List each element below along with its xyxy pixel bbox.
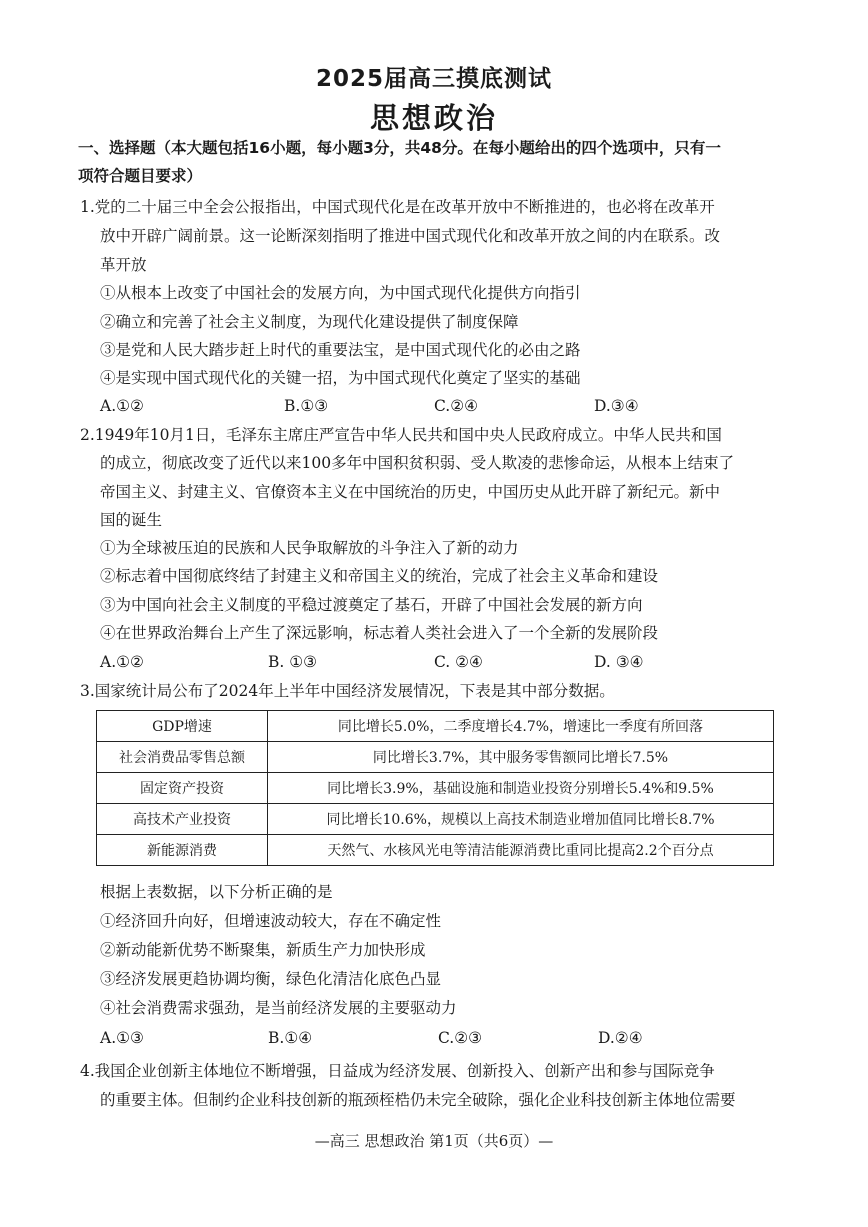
q3-option-b[interactable]: B.①④ <box>268 1029 313 1047</box>
q1-statement-3: ③是党和人民大踏步赶上时代的重要法宝，是中国式现代化的必由之路 <box>100 341 581 359</box>
q2-option-c[interactable]: C. ②④ <box>434 653 483 671</box>
table-cell-value: 同比增长10.6%，规模以上高技术制造业增加值同比增长8.7% <box>268 804 774 835</box>
section-heading-line2: 项符合题目要求） <box>78 167 203 185</box>
q3-statement-4: ④社会消费需求强劲，是当前经济发展的主要驱动力 <box>100 999 457 1017</box>
q3-prompt: 根据上表数据，以下分析正确的是 <box>100 883 333 901</box>
exam-title: 2025届高三摸底测试 <box>315 66 552 92</box>
table-row <box>97 742 774 773</box>
q2-stem-line1: 2.1949年10月1日，毛泽东主席庄严宣告中华人民共和国中央人民政府成立。中华人民共和国 <box>80 426 722 444</box>
table-cell-value: 同比增长3.9%，基础设施和制造业投资分别增长5.4%和9.5% <box>268 773 774 804</box>
q3-option-a[interactable]: A.①③ <box>100 1029 144 1047</box>
q1-option-b[interactable]: B.①③ <box>284 397 329 415</box>
q1-stem-line2: 放中开辟广阔前景。这一论断深刻指明了推进中国式现代化和改革开放之间的内在联系。改 <box>100 227 721 245</box>
q2-statement-3: ③为中国向社会主义制度的平稳过渡奠定了基石，开辟了中国社会发展的新方向 <box>100 596 643 614</box>
q3-option-c[interactable]: C.②③ <box>438 1029 483 1047</box>
q3-statement-3: ③经济发展更趋协调均衡，绿色化清洁化底色凸显 <box>100 970 442 988</box>
page-footer: —高三 思想政治 第1页（共6页）— <box>314 1132 554 1150</box>
q3-stem-line1: 3.国家统计局公布了2024年上半年中国经济发展情况，下表是其中部分数据。 <box>80 682 615 700</box>
table-row <box>97 804 774 835</box>
q2-stem-line2: 的成立，彻底改变了近代以来100多年中国积贫积弱、受人欺凌的悲惨命运，从根本上结束了 <box>100 454 735 472</box>
table-cell-indicator: 固定资产投资 <box>97 773 268 804</box>
table-cell-value: 同比增长3.7%，其中服务零售额同比增长7.5% <box>268 742 774 773</box>
economic-data-table <box>96 710 774 866</box>
q2-option-d[interactable]: D. ③④ <box>594 653 644 671</box>
q2-option-b[interactable]: B. ①③ <box>268 653 318 671</box>
q2-statement-4: ④在世界政治舞台上产生了深远影响，标志着人类社会进入了一个全新的发展阶段 <box>100 624 659 642</box>
subject-title: 思想政治 <box>369 101 498 135</box>
table-cell-indicator: 新能源消费 <box>97 835 268 866</box>
q2-stem-line4: 国的诞生 <box>100 511 163 529</box>
table-cell-value: 天然气、水核风光电等清洁能源消费比重同比提高2.2个百分点 <box>268 835 774 866</box>
table-row <box>97 773 774 804</box>
table-cell-indicator: 社会消费品零售总额 <box>97 742 268 773</box>
table-row <box>97 835 774 866</box>
q3-statement-2: ②新动能新优势不断聚集，新质生产力加快形成 <box>100 941 426 959</box>
table-cell-value: 同比增长5.0%，二季度增长4.7%，增速比一季度有所回落 <box>268 711 774 742</box>
table-cell-indicator: GDP增速 <box>97 711 268 742</box>
q4-stem-line1: 4.我国企业创新主体地位不断增强，日益成为经济发展、创新投入、创新产出和参与国际竞争 <box>80 1062 715 1080</box>
q1-option-c[interactable]: C.②④ <box>434 397 479 415</box>
q2-stem-line3: 帝国主义、封建主义、官僚资本主义在中国统治的历史，中国历史从此开辟了新纪元。新中 <box>100 483 721 501</box>
q1-option-d[interactable]: D.③④ <box>594 397 639 415</box>
q1-stem-line1: 1.党的二十届三中全会公报指出，中国式现代化是在改革开放中不断推进的，也必将在改革开 <box>80 198 715 216</box>
q2-statement-1: ①为全球被压迫的民族和人民争取解放的斗争注入了新的动力 <box>100 539 519 557</box>
q2-statement-2: ②标志着中国彻底终结了封建主义和帝国主义的统治，完成了社会主义革命和建设 <box>100 567 659 585</box>
section-heading-line1: 一、选择题（本大题包括16小题，每小题3分，共48分。在每小题给出的四个选项中，只有一 <box>78 139 721 157</box>
table-cell-indicator: 高技术产业投资 <box>97 804 268 835</box>
table-row <box>97 711 774 742</box>
q1-statement-1: ①从根本上改变了中国社会的发展方向，为中国式现代化提供方向指引 <box>100 284 581 302</box>
q3-option-d[interactable]: D.②④ <box>598 1029 643 1047</box>
q3-statement-1: ①经济回升向好，但增速波动较大，存在不确定性 <box>100 912 442 930</box>
q1-option-a[interactable]: A.①② <box>100 397 144 415</box>
q1-statement-4: ④是实现中国式现代化的关键一招，为中国式现代化奠定了坚实的基础 <box>100 369 581 387</box>
q1-statement-2: ②确立和完善了社会主义制度，为现代化建设提供了制度保障 <box>100 313 519 331</box>
q2-option-a[interactable]: A.①② <box>100 653 144 671</box>
q1-stem-line3: 革开放 <box>100 256 147 274</box>
q4-stem-line2: 的重要主体。但制约企业科技创新的瓶颈桎梏仍未完全破除，强化企业科技创新主体地位需要 <box>100 1091 736 1109</box>
